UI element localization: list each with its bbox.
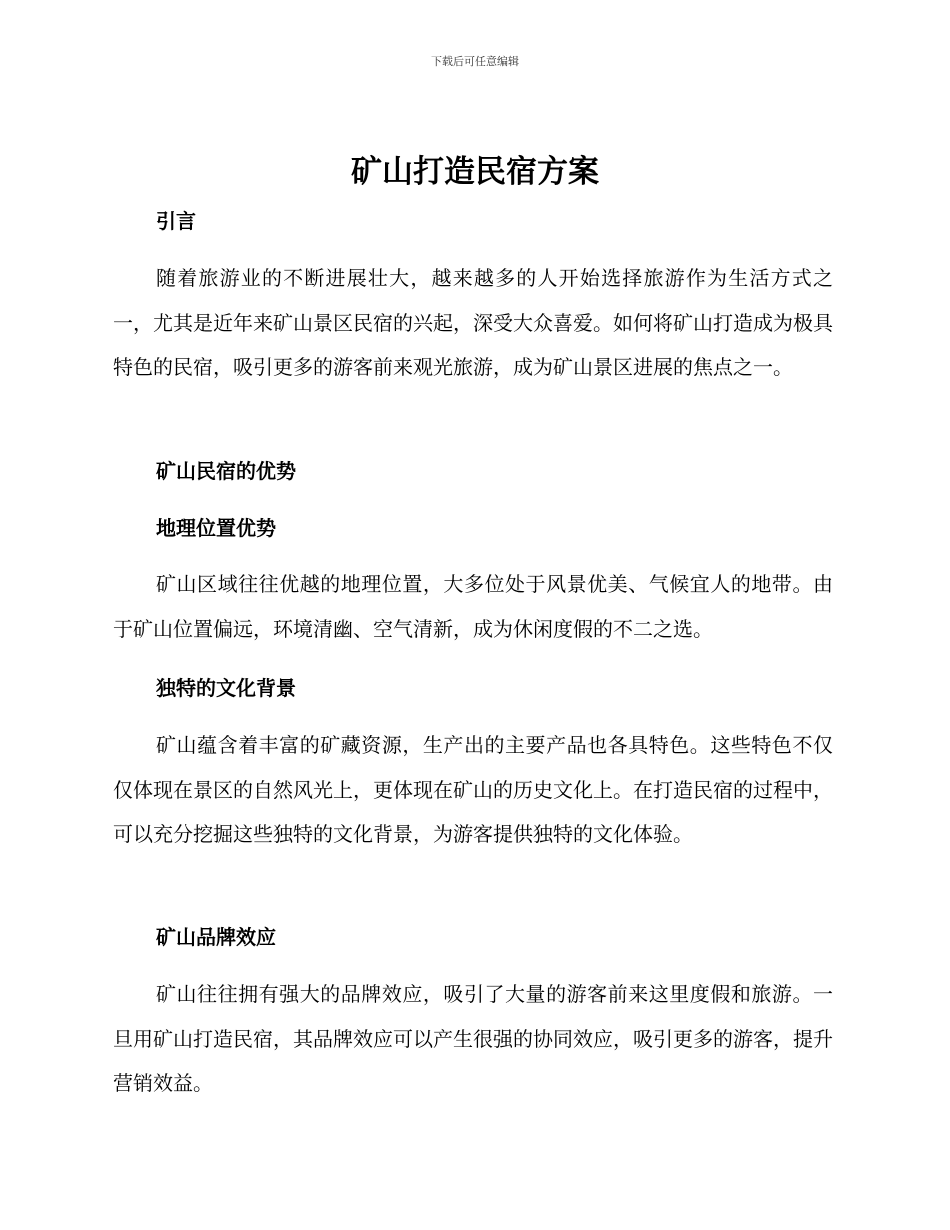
section-heading-brand: 矿山品牌效应 [156, 925, 276, 949]
section-paragraph-culture: 矿山蕴含着丰富的矿藏资源，生产出的主要产品也各具特色。这些特色不仅仅体现在景区的自然风光上，更体现在矿山的历史文化上。在打造民宿的过程中，可以充分挖掘这些独特的文化背景，为游客提供独特的文化体验。 [113, 733, 833, 846]
section-heading-intro: 引言 [156, 209, 196, 233]
document-title: 矿山打造民宿方案 [351, 154, 599, 190]
section-heading-advantages: 矿山民宿的优势 [156, 459, 296, 483]
section-paragraph-location: 矿山区域往往优越的地理位置，大多位处于风景优美、气候宜人的地带。由于矿山位置偏远，环境清幽、空气清新，成为休闲度假的不二之选。 [113, 572, 833, 641]
section-paragraph-brand: 矿山往往拥有强大的品牌效应，吸引了大量的游客前来这里度假和旅游。一旦用矿山打造民宿，其品牌效应可以产生很强的协同效应，吸引更多的游客，提升营销效益。 [113, 982, 833, 1095]
section-heading-culture: 独特的文化背景 [156, 676, 296, 700]
section-heading-location: 地理位置优势 [156, 516, 276, 540]
section-paragraph-intro: 随着旅游业的不断进展壮大，越来越多的人开始选择旅游作为生活方式之一，尤其是近年来矿山景区民宿的兴起，深受大众喜爱。如何将矿山打造成为极具特色的民宿，吸引更多的游客前来观光旅游，成为矿山景区进展的焦点之一。 [113, 266, 833, 379]
header-note: 下载后可任意编辑 [431, 55, 519, 68]
